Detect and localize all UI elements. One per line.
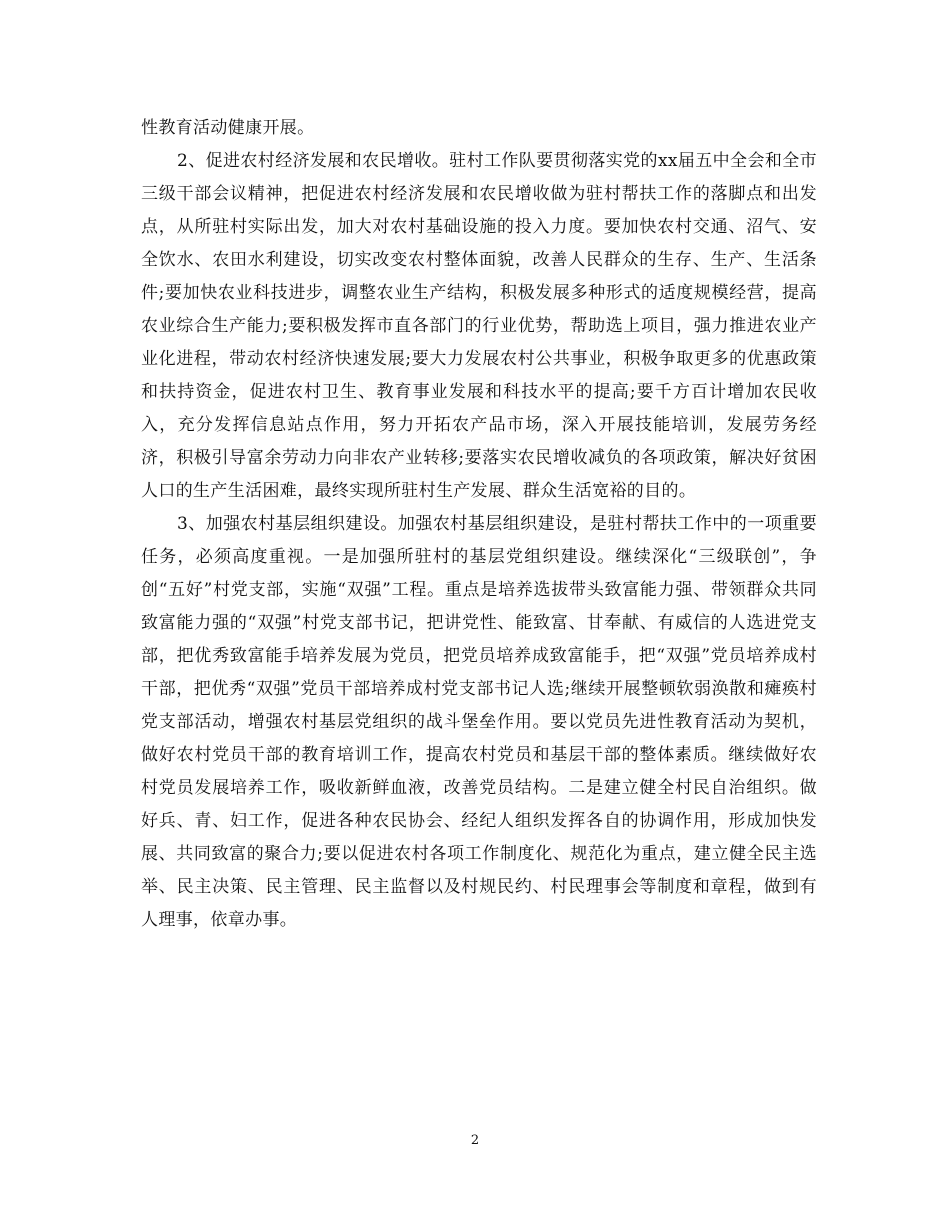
paragraph-grassroots-organization: 3、加强农村基层组织建设。加强农村基层组织建设，是驻村帮扶工作中的一项重要任务，必须高度重视。一是加强所驻村的基层党组织建设。继续深化“三级联创”，争创“五好”村党支部，实施“双强”工程。重点是培养选拔带头致富能力强、带领群众共同致富能力强的“双强”村党支部书记，把讲党性、能致富、甘奉献、有威信的人选进党支部，把优秀致富能手培养发展为党员，把党员培养成致富能手，把“双强”党员培养成村干部，把优秀“双强”党员干部培养成村党支部书记人选;继续开展整顿软弱涣散和瘫痪村党支部活动，增强农村基层党组织的战斗堡垒作用。要以党员先进性教育活动为契机，做好农村党员干部的教育培训工作，提高农村党员和基层干部的整体素质。继续做好农村党员发展培养工作，吸收新鲜血液，改善党员结构。二是建立健全村民自治组织。做好兵、青、妇工作，促进各种农民协会、经纪人组织发挥各自的协调作用，形成加快发展、共同致富的聚合力;要以促进农村各项工作制度化、规范化为重点，建立健全民主选举、民主决策、民主管理、民主监督以及村规民约、村民理事会等制度和章程，做到有人理事，依章办事。	[141, 514, 817, 930]
paragraph-rural-economy: 2、促进农村经济发展和农民增收。驻村工作队要贯彻落实党的xx届五中全会和全市三级干部会议精神，把促进农村经济发展和农民增收做为驻村帮扶工作的落脚点和出发点，从所驻村实际出发，加大对农村基础设施的投入力度。要加快农村交通、沼气、安全饮水、农田水利建设，切实改变农村整体面貌，改善人民群众的生存、生产、生活条件;要加快农业科技进步，调整农业生产结构，积极发展多种形式的适度规模经营，提高农业综合生产能力;要积极发挥市直各部门的行业优势，帮助选上项目，强力推进农业产业化进程，带动农村经济快速发展;要大力发展农村公共事业，积极争取更多的优惠政策和扶持资金，促进农村卫生、教育事业发展和科技水平的提高;要千方百计增加农民收入，充分发挥信息站点作用，努力开拓农产品市场，深入开展技能培训，发展劳务经济，积极引导富余劳动力向非农产业转移;要落实农民增收减负的各项政策，解决好贫困人口的生产生活困难，最终实现所驻村生产发展、群众生活宽裕的目的。	[141, 151, 817, 501]
paragraph-continuation: 性教育活动健康开展。	[141, 118, 315, 138]
page-number: 2	[470, 1133, 480, 1148]
document-body	[141, 112, 817, 937]
